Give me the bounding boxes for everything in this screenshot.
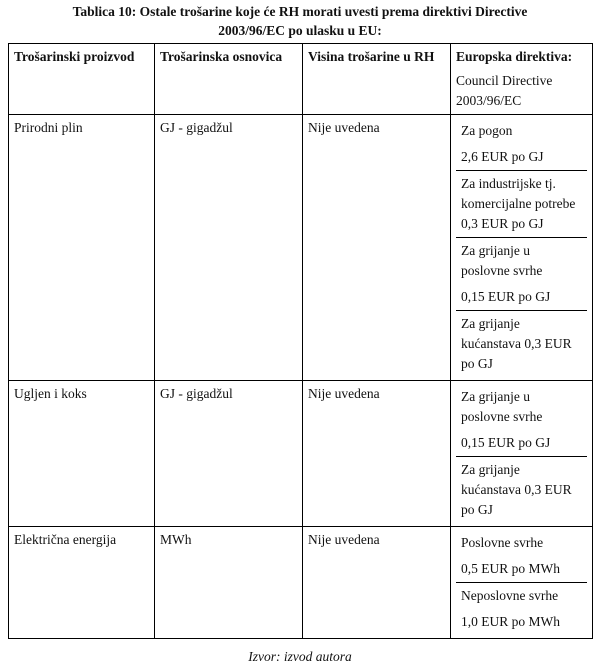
cell-directive: [451, 381, 593, 527]
directive-subcell: [456, 384, 587, 456]
cell-rate: Nije uvedena: [303, 527, 451, 639]
header-directive-sub: Council Directive 2003/96/EC: [456, 73, 553, 108]
cell-rate: Nije uvedena: [303, 115, 451, 381]
directive-line: Za industrijske tj. komercijalne potrebe 0,3 EUR po GJ: [461, 176, 576, 231]
directive-line: Za grijanje u poslovne svrhe: [461, 389, 543, 424]
directive-line: 0,15 EUR po GJ: [461, 435, 551, 450]
cell-directive: [451, 115, 593, 381]
header-row: [9, 44, 593, 115]
directive-line: Za grijanje kućanstava 0,3 EUR po GJ: [461, 316, 572, 371]
header-directive-title: Europska direktiva:: [456, 49, 573, 64]
directive-line: Za grijanje kućanstava 0,3 EUR po GJ: [461, 462, 572, 517]
directive-subcell: [456, 310, 587, 377]
cell-rate: Nije uvedena: [303, 381, 451, 527]
cell-product: Prirodni plin: [9, 115, 155, 381]
cell-base: MWh: [155, 527, 303, 639]
directive-line: Poslovne svrhe: [461, 535, 544, 550]
header-product: Trošarinski proizvod: [9, 44, 155, 115]
cell-product: Električna energija: [9, 527, 155, 639]
table-row: [9, 381, 593, 527]
directive-line: Za grijanje u poslovne svrhe: [461, 243, 543, 278]
caption-line-2: 2003/96/EC po ulasku u EU:: [218, 23, 382, 38]
table-row: [9, 115, 593, 381]
directive-line: 0,5 EUR po MWh: [461, 561, 560, 576]
directive-line: 1,0 EUR po MWh: [461, 614, 560, 629]
directive-line: Za pogon: [461, 123, 513, 138]
cell-product: Ugljen i koks: [9, 381, 155, 527]
cell-base: GJ - gigadžul: [155, 115, 303, 381]
table-row: [9, 527, 593, 639]
header-rate: Visina trošarine u RH: [303, 44, 451, 115]
directive-subcell: [456, 456, 587, 523]
directive-subcell: [456, 582, 587, 635]
header-directive: [451, 44, 593, 115]
cell-directive: [451, 527, 593, 639]
excise-table: [8, 43, 593, 639]
directive-line: Neposlovne svrhe: [461, 588, 559, 603]
directive-line: 2,6 EUR po GJ: [461, 149, 544, 164]
directive-subcell: [456, 170, 587, 237]
table-caption: [0, 2, 600, 40]
source-note: Izvor: izvod autora: [248, 649, 352, 664]
directive-subcell: [456, 530, 587, 582]
caption-line-1: Tablica 10: Ostale trošarine koje će RH morati uvesti prema direktivi Directive: [72, 4, 528, 19]
directive-line: 0,15 EUR po GJ: [461, 289, 551, 304]
header-base: Trošarinska osnovica: [155, 44, 303, 115]
cell-base: GJ - gigadžul: [155, 381, 303, 527]
directive-subcell: [456, 118, 587, 170]
directive-subcell: [456, 237, 587, 310]
